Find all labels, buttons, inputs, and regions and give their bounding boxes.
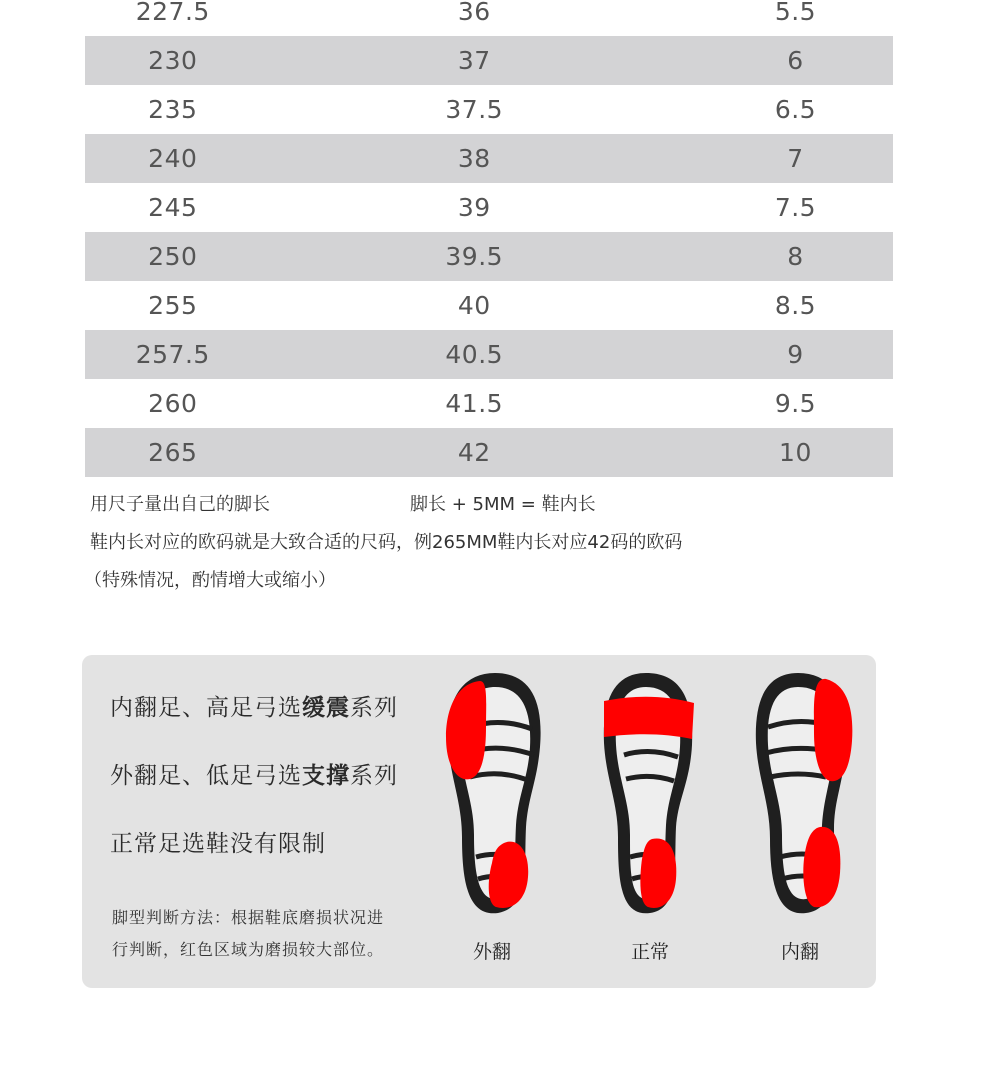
eu-size-cell: 38 bbox=[457, 144, 491, 173]
table-row bbox=[85, 183, 893, 232]
eu-size-cell: 39 bbox=[457, 193, 491, 222]
table-row bbox=[85, 428, 893, 477]
eu-size-cell: 40 bbox=[457, 291, 491, 320]
foot-length-cell: 245 bbox=[148, 193, 198, 222]
tip-text: 外翻足、低足弓选 bbox=[110, 763, 302, 789]
us-size-cell: 8 bbox=[787, 242, 804, 271]
foot-length-cell: 240 bbox=[148, 144, 198, 173]
tip-emphasis: 支撑 bbox=[302, 763, 350, 789]
us-size-cell: 7.5 bbox=[774, 193, 817, 222]
foot-length-cell: 265 bbox=[148, 438, 198, 467]
tip-emphasis: 缓震 bbox=[302, 695, 350, 721]
special-note: （特殊情况，酌情增大或缩小） bbox=[84, 570, 336, 591]
eu-size-cell: 41.5 bbox=[445, 389, 504, 418]
table-row bbox=[85, 134, 893, 183]
table-row bbox=[85, 36, 893, 85]
tip-outward-low-arch bbox=[110, 757, 398, 790]
table-row bbox=[85, 330, 893, 379]
eu-size-cell: 42 bbox=[457, 438, 491, 467]
normal-sole-icon bbox=[594, 667, 704, 917]
table-row bbox=[85, 281, 893, 330]
rule-note: 鞋内长对应的欧码就是大致合适的尺码，例265MM鞋内长对应42码的欧码 bbox=[90, 532, 683, 553]
eu-size-cell: 39.5 bbox=[445, 242, 504, 271]
tip-text: 系列 bbox=[350, 763, 398, 789]
foot-type-panel bbox=[82, 655, 876, 988]
inward-label: 内翻 bbox=[780, 941, 819, 963]
us-size-cell: 9 bbox=[787, 340, 804, 369]
tip-text: 正常足选鞋没有限制 bbox=[110, 831, 326, 857]
inward-sole-icon bbox=[748, 667, 858, 917]
us-size-cell: 9.5 bbox=[774, 389, 817, 418]
method-line: 行判断，红色区域为磨损较大部位。 bbox=[112, 940, 385, 959]
eu-size-cell: 37 bbox=[457, 46, 491, 75]
tip-text: 内翻足、高足弓选 bbox=[110, 695, 302, 721]
size-table bbox=[85, 0, 893, 477]
foot-length-cell: 235 bbox=[148, 95, 198, 124]
eu-size-cell: 37.5 bbox=[445, 95, 504, 124]
eu-size-cell: 36 bbox=[457, 0, 491, 26]
table-row bbox=[85, 0, 893, 36]
foot-length-cell: 257.5 bbox=[135, 340, 210, 369]
foot-length-cell: 227.5 bbox=[135, 0, 210, 26]
us-size-cell: 8.5 bbox=[774, 291, 817, 320]
tip-text: 系列 bbox=[350, 695, 398, 721]
outward-sole-icon bbox=[440, 667, 550, 917]
us-size-cell: 7 bbox=[787, 144, 804, 173]
us-size-cell: 5.5 bbox=[774, 0, 817, 26]
foot-length-cell: 230 bbox=[148, 46, 198, 75]
method-line: 脚型判断方法：根据鞋底磨损状况进 bbox=[112, 908, 385, 927]
tip-inward-high-arch bbox=[110, 689, 398, 722]
foot-length-cell: 255 bbox=[148, 291, 198, 320]
eu-size-cell: 40.5 bbox=[445, 340, 504, 369]
table-row bbox=[85, 85, 893, 134]
foot-length-cell: 250 bbox=[148, 242, 198, 271]
tip-normal-foot bbox=[110, 825, 326, 858]
normal-label: 正常 bbox=[630, 941, 669, 963]
us-size-cell: 10 bbox=[779, 438, 812, 467]
table-row bbox=[85, 379, 893, 428]
measure-note: 用尺子量出自己的脚长 bbox=[90, 494, 270, 515]
table-row bbox=[85, 232, 893, 281]
foot-length-cell: 260 bbox=[148, 389, 198, 418]
us-size-cell: 6 bbox=[787, 46, 804, 75]
us-size-cell: 6.5 bbox=[774, 95, 817, 124]
outward-label: 外翻 bbox=[472, 941, 511, 963]
formula-note: 脚长 + 5MM = 鞋内长 bbox=[410, 494, 596, 515]
